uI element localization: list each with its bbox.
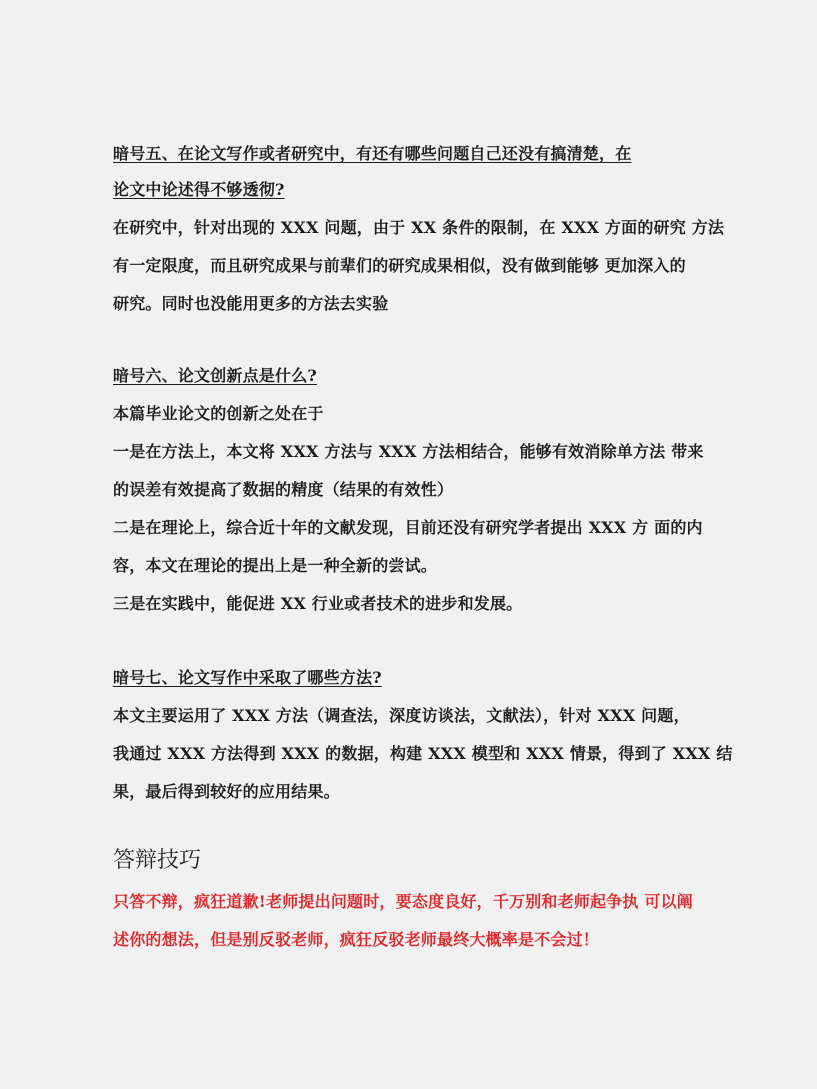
section-heading-line: 暗号五、在论文写作或者研究中，有还有哪些问题自己还没有搞清楚，在 (113, 144, 632, 163)
body-line: 二是在理论上，综合近十年的文献发现，目前还没有研究学者提出 XXX 方 面的内 (113, 518, 703, 537)
section-heading-line: 暗号七、论文写作中采取了哪些方法? (113, 668, 382, 687)
body-line: 一是在方法上，本文将 XXX 方法与 XXX 方法相结合，能够有效消除单方法 带来 (113, 442, 704, 461)
body-line: 研究。同时也没能用更多的方法去实验 (113, 294, 389, 313)
body-line: 本文主要运用了 XXX 方法（调查法，深度访谈法，文献法），针对 XXX 问题， (113, 706, 690, 725)
body-line: 在研究中，针对出现的 XXX 问题，由于 XX 条件的限制，在 XXX 方面的研究 方法 (113, 218, 725, 237)
section-heading-line: 论文中论述得不够透彻? (113, 180, 285, 199)
tips-line: 只答不辩，疯狂道歉!老师提出问题时，要态度良好，千万别和老师起争执 可以阐 (113, 892, 693, 911)
body-line: 三是在实践中，能促进 XX 行业或者技术的进步和发展。 (113, 594, 523, 613)
body-line: 本篇毕业论文的创新之处在于 (113, 404, 324, 423)
body-line: 的误差有效提高了数据的精度（结果的有效性） (113, 480, 454, 499)
body-line: 有一定限度，而且研究成果与前辈们的研究成果相似，没有做到能够 更加深入的 (113, 256, 686, 275)
body-line: 容，本文在理论的提出上是一种全新的尝试。 (113, 556, 438, 575)
tips-title: 答辩技巧 (113, 848, 202, 873)
body-line: 我通过 XXX 方法得到 XXX 的数据，构建 XXX 模型和 XXX 情景，得到了 XXX 结 (113, 744, 733, 763)
tips-line: 述你的想法，但是别反驳老师，疯狂反驳老师最终大概率是不会过！ (113, 930, 600, 949)
body-line: 果，最后得到较好的应用结果。 (113, 782, 340, 801)
section-heading-line: 暗号六、论文创新点是什么? (113, 366, 317, 385)
